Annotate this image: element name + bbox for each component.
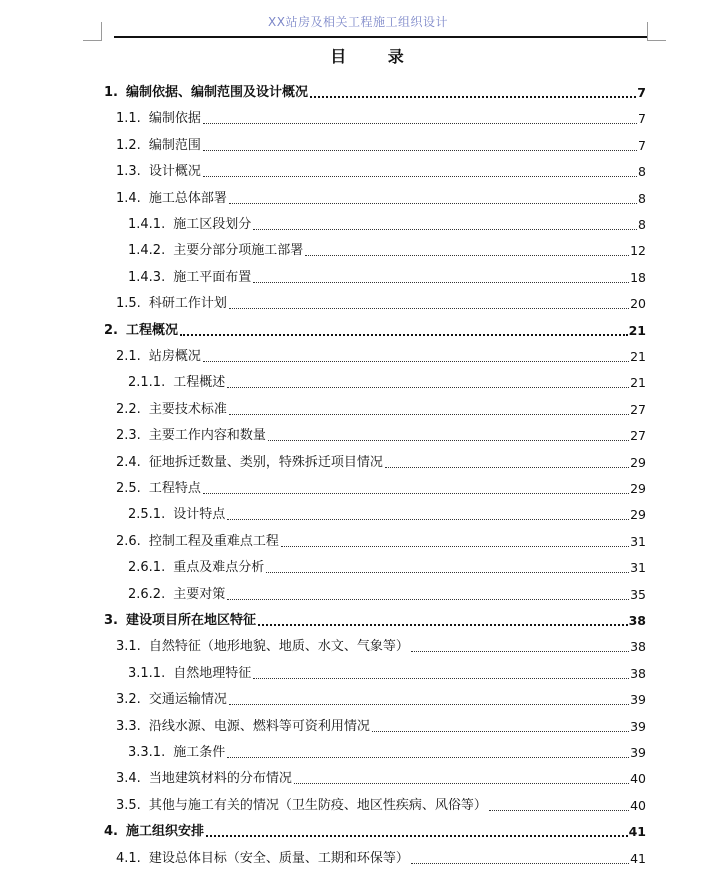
toc-entry-number: 2.4.	[116, 454, 141, 470]
toc-entry[interactable]	[128, 497, 646, 523]
toc-entry[interactable]	[116, 761, 646, 787]
toc-entry-title: 自然地理特征	[173, 665, 252, 681]
toc-entry-page: 35	[630, 586, 646, 602]
toc-entry-title: 科研工作计划	[148, 296, 227, 312]
toc-dot-leader	[206, 834, 628, 837]
toc-entry-page: 7	[638, 111, 646, 127]
toc-entry-page: 20	[630, 296, 646, 312]
toc-entry-number: 2.1.1.	[128, 375, 166, 391]
toc-entry-number: 1.	[104, 85, 118, 100]
toc-entry-page: 12	[630, 243, 646, 259]
toc-entry-page: 39	[630, 718, 646, 734]
toc-entry[interactable]	[128, 233, 646, 259]
toc-dot-leader	[203, 360, 629, 362]
toc-entry-page: 8	[638, 190, 646, 206]
toc-entry-title: 工程概况	[125, 322, 178, 338]
toc-dot-leader	[227, 518, 629, 520]
toc-entry-number: 2.1.	[116, 349, 141, 364]
toc-entry-number: 2.6.1.	[128, 560, 166, 576]
toc-entry-title: 征地拆迁数量、类别，特殊拆迁项目情况	[148, 454, 383, 470]
toc-dot-leader	[258, 623, 628, 626]
toc-entry-page: 27	[630, 401, 646, 417]
toc-dot-leader	[411, 650, 629, 652]
toc-entry-number: 3.1.1.	[128, 665, 166, 681]
header-rule	[114, 36, 647, 38]
toc-entry-title: 编制范围	[148, 137, 201, 153]
toc-dot-leader	[227, 756, 629, 758]
toc-entry-number: 1.4.3.	[128, 269, 166, 285]
toc-entry-page: 27	[630, 428, 646, 444]
toc-entry[interactable]	[128, 577, 646, 603]
toc-entry-page: 39	[630, 745, 646, 760]
toc-dot-leader	[294, 782, 629, 784]
toc-entry-page: 29	[630, 507, 646, 523]
toc-entry-title: 主要工作内容和数量	[148, 428, 266, 444]
toc-entry-number: 1.1.	[116, 111, 141, 127]
toc-entry[interactable]	[128, 656, 646, 682]
toc-entry-page: 31	[630, 533, 646, 549]
toc-entry-title: 当地建筑材料的分布情况	[148, 771, 292, 787]
toc-entry-number: 3.5.	[116, 797, 141, 813]
toc-entry-number: 1.2.	[116, 137, 141, 153]
toc-entry-title: 重点及难点分析	[173, 560, 265, 576]
toc-dot-leader	[203, 149, 637, 151]
toc-entry-page: 41	[628, 824, 646, 840]
toc-entry-page: 31	[630, 560, 646, 576]
toc-entry[interactable]	[116, 101, 646, 127]
toc-dot-leader	[229, 202, 637, 204]
toc-entry-page: 29	[630, 454, 646, 470]
toc-entry-page: 38	[630, 639, 646, 655]
toc-entry[interactable]	[116, 788, 646, 814]
toc-entry-page: 38	[628, 613, 646, 628]
running-header: XX站房及相关工程施工组织设计	[268, 15, 448, 29]
toc-entry[interactable]	[128, 735, 646, 761]
toc-entry[interactable]	[116, 629, 646, 655]
toc-entry-page: 41	[630, 850, 646, 866]
toc-entry-number: 3.3.1.	[128, 745, 166, 760]
toc-dot-leader	[227, 386, 629, 388]
toc-dot-leader	[281, 545, 629, 547]
toc-entry[interactable]	[128, 365, 646, 391]
toc-entry[interactable]	[116, 339, 646, 365]
toc-entry-page: 8	[638, 164, 646, 180]
toc-entry-page: 29	[630, 481, 646, 496]
toc-dot-leader	[253, 281, 629, 283]
toc-entry-number: 3.1.	[116, 639, 141, 655]
toc-entry-title: 设计特点	[173, 507, 226, 523]
toc-entry-title: 交通运输情况	[148, 692, 227, 708]
toc-entry-number: 1.3.	[116, 164, 141, 180]
toc-entry-title: 施工平面布置	[173, 269, 252, 285]
toc-dot-leader	[203, 122, 637, 124]
toc-entry[interactable]	[116, 154, 646, 180]
toc-entry-title: 其他与施工有关的情况（卫生防疫、地区性疾病、风俗等）	[148, 797, 487, 813]
toc-dot-leader	[229, 413, 629, 415]
toc-entry[interactable]	[116, 181, 646, 207]
toc-entry-page: 40	[630, 797, 646, 813]
toc-entry[interactable]	[128, 207, 646, 233]
toc-entry-number: 3.3.	[116, 718, 141, 734]
toc-entry[interactable]	[116, 286, 646, 312]
toc-entry-title: 施工条件	[173, 745, 226, 760]
toc-entry-title: 施工区段划分	[173, 217, 252, 232]
toc-entry-number: 2.6.	[116, 533, 141, 549]
toc-entry-number: 4.1.	[116, 850, 141, 866]
toc-dot-leader	[305, 254, 629, 256]
toc-entry-number: 3.	[104, 613, 118, 628]
toc-entry-number: 1.5.	[116, 296, 141, 312]
toc-dot-leader	[229, 307, 629, 309]
toc-entry-number: 2.2.	[116, 401, 141, 417]
toc-dot-leader	[266, 571, 629, 573]
toc-entry[interactable]	[116, 392, 646, 418]
toc-entry-title: 编制依据	[148, 111, 201, 127]
toc-dot-leader	[203, 175, 637, 177]
toc-dot-leader	[268, 439, 629, 441]
toc-entry-title: 施工组织安排	[125, 824, 204, 840]
toc-entry-title: 建设项目所在地区特征	[125, 613, 256, 628]
toc-entry-page: 38	[630, 665, 646, 681]
toc-entry-page: 7	[638, 137, 646, 153]
toc-entry-page: 18	[630, 269, 646, 285]
toc-entry[interactable]	[116, 682, 646, 708]
toc-entry-page: 39	[630, 692, 646, 708]
toc-entry[interactable]	[116, 445, 646, 471]
toc-entry-number: 2.	[104, 322, 118, 338]
toc-entry[interactable]	[104, 603, 646, 629]
toc-entry-number: 3.4.	[116, 771, 141, 787]
toc-dot-leader	[372, 730, 629, 732]
toc-entry[interactable]	[116, 128, 646, 154]
toc-entry-title: 站房概况	[148, 349, 201, 364]
toc-entry-page: 7	[637, 85, 646, 100]
toc-entry[interactable]	[104, 75, 646, 101]
toc-entry[interactable]	[104, 313, 646, 339]
toc-entry-title: 主要分部分项施工部署	[173, 243, 304, 259]
toc-dot-leader	[203, 492, 629, 494]
toc-entry-number: 2.3.	[116, 428, 141, 444]
toc-entry-title: 自然特征（地形地貌、地质、水文、气象等）	[148, 639, 409, 655]
toc-entry[interactable]	[116, 709, 646, 735]
toc-entry-page: 8	[638, 217, 646, 232]
toc-entry-number: 1.4.1.	[128, 217, 166, 232]
toc-dot-leader	[253, 677, 629, 679]
toc-entry[interactable]	[128, 260, 646, 286]
toc-entry-number: 2.5.1.	[128, 507, 166, 523]
toc-entry[interactable]	[116, 418, 646, 444]
toc-entry-title: 主要技术标准	[148, 401, 227, 417]
toc-entry[interactable]	[104, 814, 646, 840]
toc-title: 目 录	[330, 47, 422, 66]
toc-entry-number: 4.	[104, 824, 118, 840]
toc-entry-number: 2.5.	[116, 481, 141, 496]
toc-entry-title: 编制依据、编制范围及设计概况	[125, 85, 308, 100]
toc-entry-number: 2.6.2.	[128, 586, 166, 602]
toc-dot-leader	[180, 333, 628, 336]
toc-entry-page: 40	[630, 771, 646, 787]
toc-entry[interactable]	[116, 841, 646, 867]
toc-entry[interactable]	[116, 471, 646, 497]
toc-dot-leader	[385, 466, 629, 468]
toc-dot-leader	[489, 809, 629, 811]
toc-entry-title: 沿线水源、电源、燃料等可资利用情况	[148, 718, 370, 734]
toc-entry-title: 施工总体部署	[148, 190, 227, 206]
toc-entry[interactable]	[116, 524, 646, 550]
toc-dot-leader	[227, 598, 629, 600]
toc-entry-title: 控制工程及重难点工程	[148, 533, 279, 549]
toc-entry-number: 3.2.	[116, 692, 141, 708]
toc-entry-title: 建设总体目标（安全、质量、工期和环保等）	[148, 850, 409, 866]
toc-entry-title: 工程特点	[148, 481, 201, 496]
toc-dot-leader	[229, 703, 629, 705]
toc-entry-title: 主要对策	[173, 586, 226, 602]
toc-dot-leader	[253, 228, 637, 230]
toc-entry-title: 设计概况	[148, 164, 201, 180]
toc-entry-number: 1.4.2.	[128, 243, 166, 259]
toc-entry-page: 21	[630, 375, 646, 391]
toc-entry[interactable]	[128, 550, 646, 576]
toc-entry-page: 21	[628, 322, 646, 338]
toc-entry-page: 21	[630, 349, 646, 364]
toc-entry-number: 1.4.	[116, 190, 141, 206]
toc-entry-title: 工程概述	[173, 375, 226, 391]
toc-dot-leader	[411, 862, 629, 864]
toc-dot-leader	[310, 95, 636, 98]
